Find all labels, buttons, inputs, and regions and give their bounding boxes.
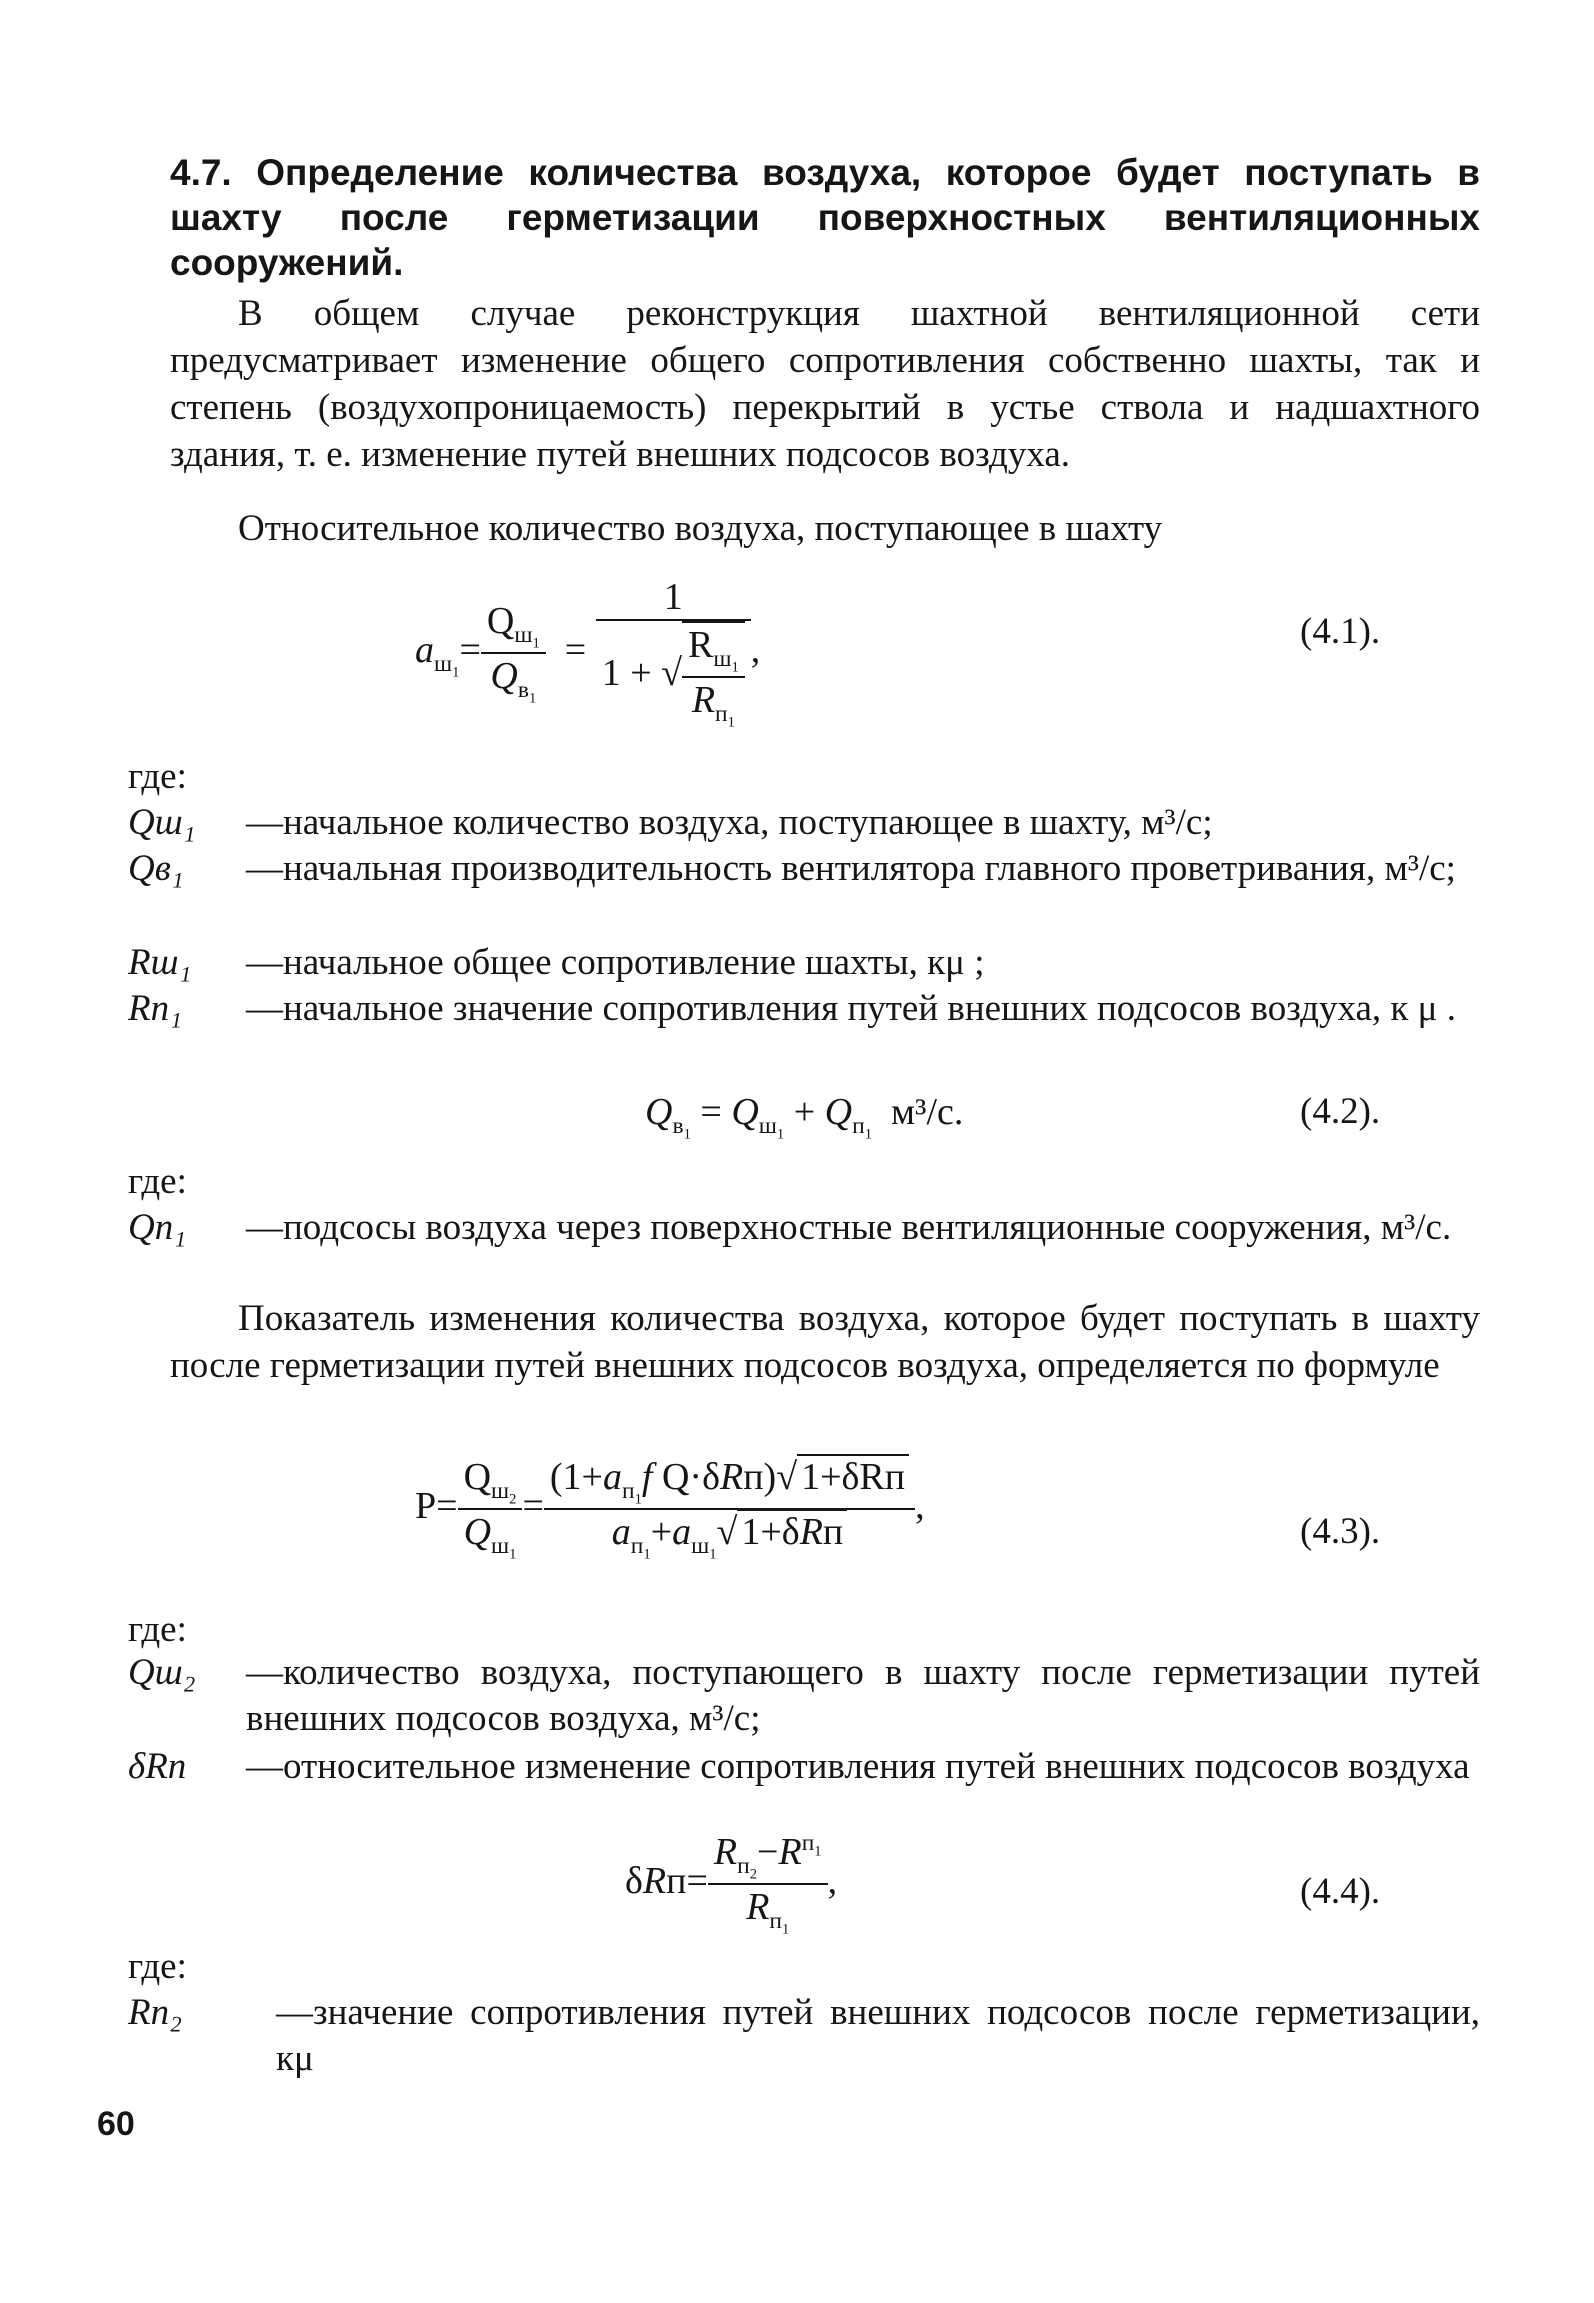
definition-text: —начальное количество воздуха, поступающее в шахту, м³/с;: [246, 802, 1213, 843]
where-label-2: где:: [128, 1161, 187, 1202]
where-label-1: где:: [128, 756, 187, 797]
definition-symbol: Qв₁: [128, 848, 184, 889]
definition-symbol: Qп₁: [128, 1207, 187, 1248]
definition-rp2: [128, 1990, 1480, 2082]
definition-text: —значение сопротивления путей внешних подсосов после герметизации, кμ: [276, 1992, 1480, 2079]
paragraph-2: Относительное количество воздуха, поступающее в шахту: [238, 508, 1163, 549]
definition-rp1: [128, 986, 1480, 1032]
definition-text: —начальное значение сопротивления путей внешних подсосов воздуха, к μ .: [246, 988, 1456, 1029]
definition-text: —начальное общее сопротивление шахты, кμ ;: [246, 942, 985, 983]
equation-number-4-3: (4.3).: [1300, 1511, 1381, 1552]
definition-symbol: Rп₁: [128, 988, 182, 1029]
section-heading: 4.7. Определение количества воздуха, которое будет поступать в шахту после герметизации поверхностных вентиляционных сооружений.: [170, 152, 1480, 283]
paragraph-3: Показатель изменения количества воздуха, которое будет поступать в шахту после герметизации путей внешних подсосов воздуха, определяется по формуле: [170, 1298, 1480, 1386]
definition-rsh1: [128, 940, 1480, 986]
paragraph-1: В общем случае реконструкция шахтной вентиляционной сети предусматривает изменение общего сопротивления собственно шахты, так и степень (воздухопроницаемость) перекрытий в устье ствола и надшахтного здания, т. е. изменение путей внешних подсосов воздуха.: [170, 293, 1480, 475]
equation-number-4-1: (4.1).: [1300, 611, 1381, 652]
page-number: 60: [97, 2105, 135, 2143]
equation-number-4-2: (4.2).: [1300, 1091, 1381, 1132]
equation-number-4-4: (4.4).: [1300, 1871, 1381, 1912]
where-label-3: где:: [128, 1609, 187, 1650]
definition-qsh2: [128, 1650, 1480, 1742]
where-label-4: где:: [128, 1946, 187, 1987]
definition-symbol: δRп: [128, 1746, 187, 1787]
definition-text: —количество воздуха, поступающего в шахту после герметизации путей внешних подсосов воздуха, м³/с;: [246, 1652, 1480, 1739]
formula-4-3: P= $\frac{Q_{ш_2}}{Q_{ш_1}}$ = $\frac{(1+a_{п_1}f Q\cdot\delta Rп)√ 1+\delta Rп}{a_{п_1}+a_{ш_1}√ 1+\delta Rп}$ ,: [415, 1456, 925, 1563]
definition-symbol: Rп₂: [128, 1992, 182, 2033]
definition-delta-rp: [128, 1744, 1480, 1790]
formula-4-1: $a_{ш_1}=$ $\frac{Q_{ш_1}}{Q_{в_1}}$ = 1 1 + √ $\frac{R_{ш_1}}{R_{п_1}}$ ,: [415, 576, 761, 731]
formula-4-4: δRп= $\frac{R_{п_2}-R^{п_1}}{R_{п_1}}$ ,: [625, 1830, 838, 1938]
definition-qp1: [128, 1205, 1480, 1251]
definition-symbol: Qш₂: [128, 1652, 196, 1693]
definition-symbol: Qш₁: [128, 802, 196, 843]
formula-4-2: $Q_{в_1} = Q_{ш_1} + Q_{п_1}$ м³/с.: [645, 1091, 964, 1143]
definition-text: —относительное изменение сопротивления путей внешних подсосов воздуха: [246, 1746, 1470, 1787]
definition-qv1: [128, 846, 1480, 892]
formula-4-2-unit: м³/с.: [891, 1091, 964, 1133]
definition-qsh1: [128, 800, 1480, 846]
definition-symbol: Rш₁: [128, 942, 192, 983]
definition-text: —подсосы воздуха через поверхностные вентиляционные сооружения, м³/с.: [246, 1207, 1452, 1248]
definition-text: —начальная производительность вентилятора главного проветривания, м³/с;: [246, 848, 1456, 889]
